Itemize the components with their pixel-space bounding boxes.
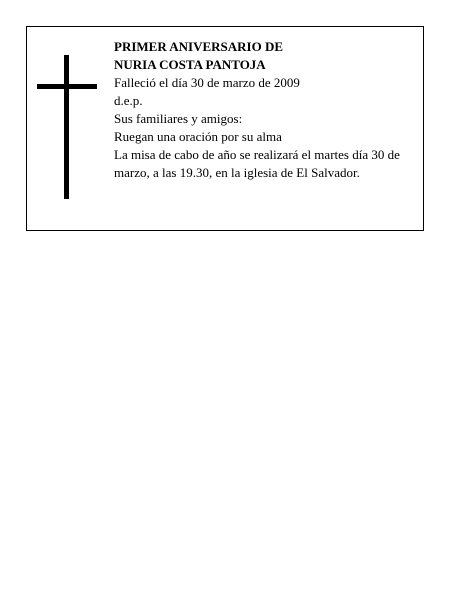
cross-icon — [37, 55, 97, 199]
dep-text: d.e.p. — [114, 93, 143, 108]
death-date: Falleció el día 30 de marzo de 2009 — [114, 75, 300, 90]
family-text: Sus familiares y amigos: — [114, 111, 243, 126]
notice-text — [114, 38, 419, 182]
cross-vertical-bar — [64, 55, 69, 199]
obituary-notice — [26, 26, 424, 231]
mass-text: La misa de cabo de año se realizará el martes día 30 de marzo, a las 19.30, en la iglesia de El Salvador. — [114, 147, 400, 180]
cross-horizontal-bar — [37, 84, 97, 89]
prayer-text: Ruegan una oración por su alma — [114, 129, 282, 144]
notice-heading-line1: PRIMER ANIVERSARIO DE — [114, 39, 284, 54]
notice-heading-line2: NURIA COSTA PANTOJA — [114, 57, 266, 72]
